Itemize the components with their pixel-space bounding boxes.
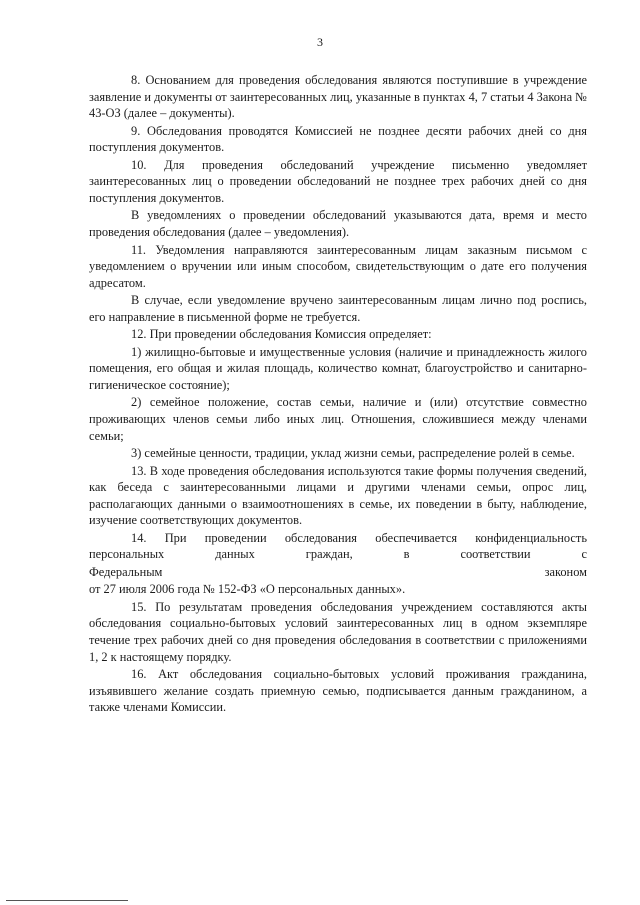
paragraph-9: 9. Обследования проводятся Комиссией не позднее десяти рабочих дней со дня поступления документов. [89, 123, 587, 155]
paragraph-12: 12. При проведении обследования Комиссия определяет: [131, 327, 432, 342]
paragraph-16: 16. Акт обследования социально-бытовых условий проживания гражданина, изъявившего желание создать приемную семью, подписывается данным гражданином, а также членами Комиссии. [89, 667, 587, 715]
paragraph-15: 15. По результатам проведения обследования учреждением составляются акты обследования социально-бытовых условий заинтересованных лиц в одном экземпляре течение трех рабочих дней со дня проведения обследования в соответствии с приложениями 1, 2 к настоящему порядку. [89, 599, 587, 664]
paragraph-10: 10. Для проведения обследований учреждение письменно уведомляет заинтересованных лиц о проведении обследований не позднее трех рабочих дней со дня поступления документов. [89, 157, 587, 205]
paragraph-12-item-3: 3) семейные ценности, традиции, уклад жизни семьи, распределение ролей в семье. [131, 446, 575, 461]
paragraph-14-federal-line [89, 564, 587, 581]
law-word: законом [544, 564, 587, 579]
paragraph-12-item-2: 2) семейное положение, состав семьи, наличие и (или) отсутствие совместно проживающих членов семьи либо иных лиц. Отношения, сложившиеся между членами семьи; [89, 395, 587, 443]
footer-separator-line [6, 900, 128, 901]
paragraph-11: 11. Уведомления направляются заинтересованным лицам заказным письмом с уведомлением о вручении или иным способом, свидетельствующим о дате его получения адресатом. [89, 242, 587, 290]
paragraph-notifications-content: В уведомлениях о проведении обследований указываются дата, время и место проведения обследования (далее – уведомления). [89, 208, 587, 240]
paragraph-13: 13. В ходе проведения обследования используются такие формы получения сведений, как беседа с заинтересованными лицами и другими членами семьи, опрос лиц, располагающих данными о взаимоотношениях в семье, их поведении в быту, наблюдение, изучение соответствующих документов. [89, 463, 587, 528]
paragraph-personal-delivery: В случае, если уведомление вручено заинтересованным лицам лично под роспись, его направление в письменной форме не требуется. [89, 293, 587, 324]
paragraph-14: 14. При проведении обследования обеспечивается конфиденциальность персональных данных граждан, в соответствии с [89, 530, 587, 562]
federal-word: Федеральным [89, 564, 163, 579]
document-body [89, 72, 587, 716]
paragraph-12-item-1: 1) жилищно-бытовые и имущественные условия (наличие и принадлежность жилого помещения, его общая и жилая площадь, количество комнат, благоустройство и санитарно-гигиеническое состояние); [89, 344, 587, 392]
paragraph-14-law-reference: от 27 июля 2006 года № 152-ФЗ «О персональных данных». [89, 582, 406, 597]
page-number: 3 [317, 35, 323, 49]
paragraph-8: 8. Основанием для проведения обследования являются поступившие в учреждение заявление и документы от заинтересованных лиц, указанные в пунктах 4, 7 статьи 4 Закона № 43-ОЗ (далее – документы). [89, 73, 587, 121]
